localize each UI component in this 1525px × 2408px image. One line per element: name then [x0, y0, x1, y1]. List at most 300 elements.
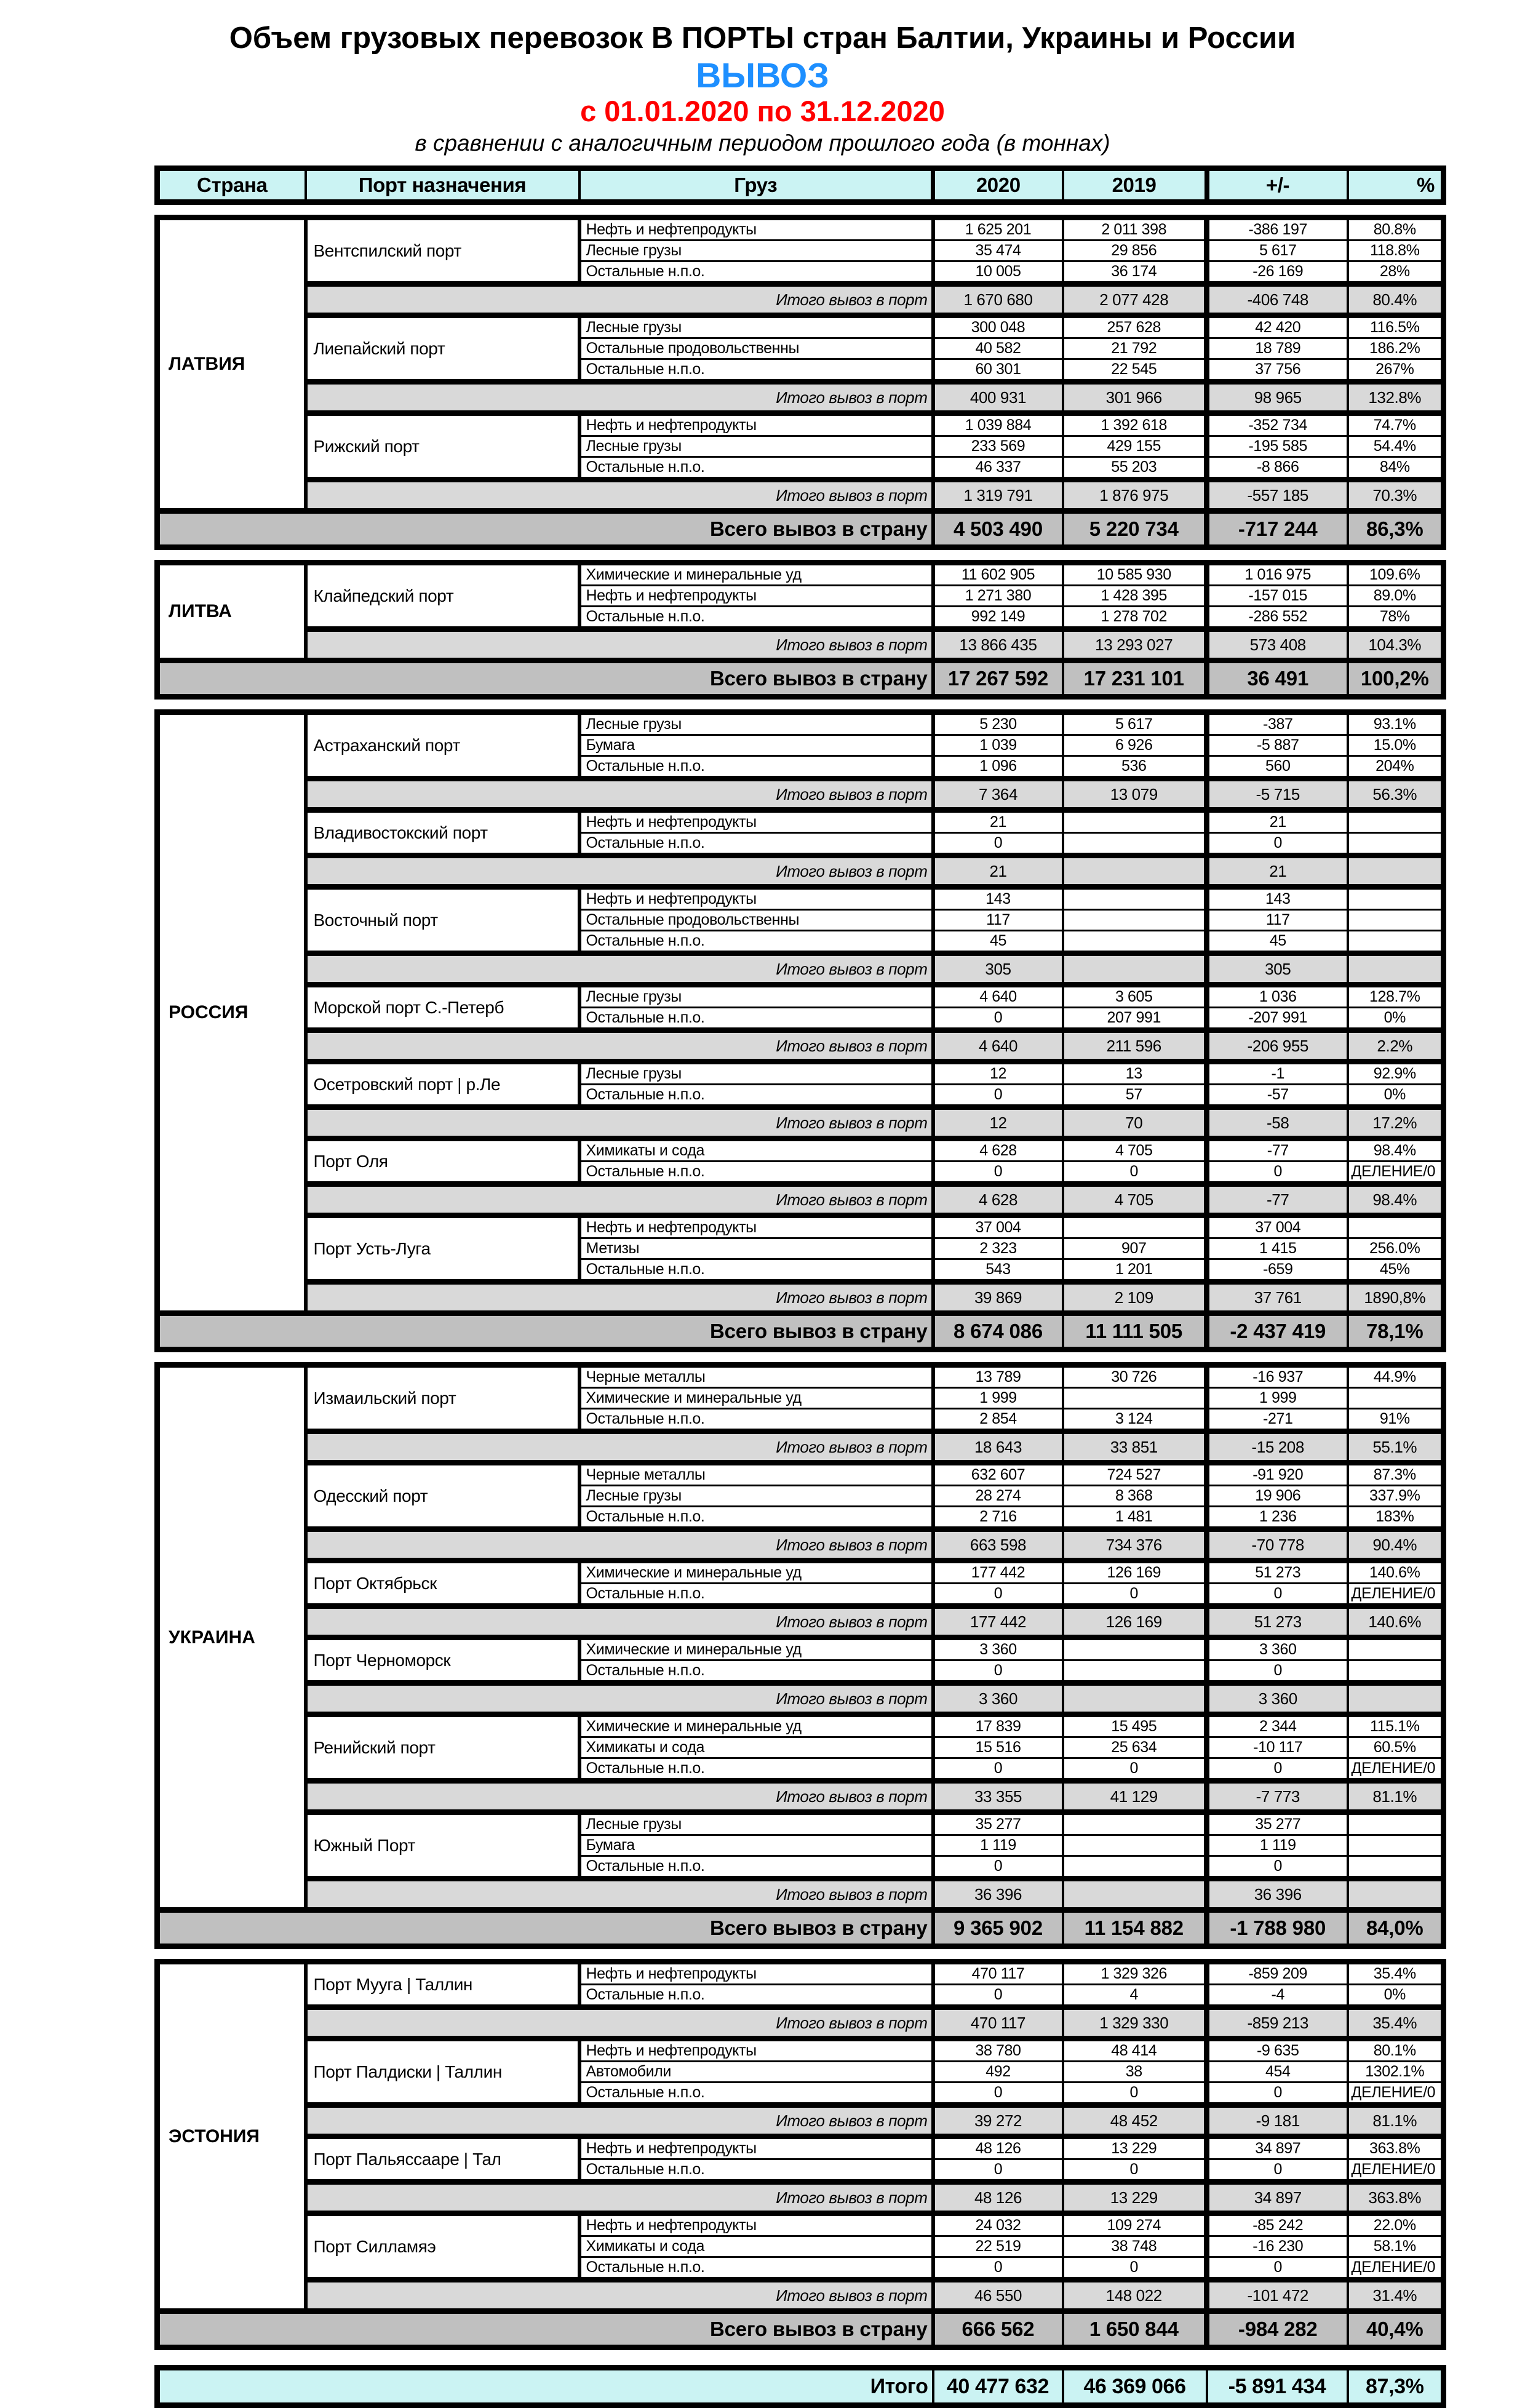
- cargo-value-pct: 80.1%: [1348, 2039, 1444, 2062]
- port-subtotal-row: [157, 1606, 1444, 1638]
- port-subtotal-label: Итого вывоз в порт: [306, 1282, 933, 1314]
- cargo-row: [157, 563, 1444, 586]
- cargo-value-pct: 256.0%: [1348, 1238, 1444, 1259]
- port-subtotal-pct: 363.8%: [1348, 2182, 1444, 2214]
- cargo-value-pct: 98.4%: [1348, 1139, 1444, 1162]
- cargo-value-y2020: 22 519: [933, 2236, 1063, 2257]
- port-subtotal-row: [157, 2182, 1444, 2214]
- port-subtotal-diff: -859 213: [1207, 2007, 1348, 2039]
- cargo-value-diff: 19 906: [1207, 1486, 1348, 1507]
- cargo-value-y2019: 1 428 395: [1063, 586, 1207, 607]
- cargo-value-pct: [1348, 887, 1444, 910]
- cargo-name-cell: Остальные н.п.о.: [579, 457, 933, 480]
- port-subtotal-y2019: 4 705: [1063, 1184, 1207, 1216]
- port-subtotal-label: Итого вывоз в порт: [306, 856, 933, 887]
- port-subtotal-row: [157, 779, 1444, 810]
- port-subtotal-label: Итого вывоз в порт: [306, 382, 933, 413]
- cargo-name-cell: Лесные грузы: [579, 241, 933, 261]
- cargo-name-cell: Химические и минеральные уд: [579, 563, 933, 586]
- cargo-value-y2019: [1063, 1812, 1207, 1835]
- country-total-y2019: 17 231 101: [1063, 661, 1207, 697]
- cargo-value-y2020: 1 625 201: [933, 218, 1063, 241]
- country-total-pct: 78,1%: [1348, 1314, 1444, 1350]
- cargo-name-cell: Химикаты и сода: [579, 1139, 933, 1162]
- port-subtotal-label: Итого вывоз в порт: [306, 1606, 933, 1638]
- port-subtotal-y2020: 470 117: [933, 2007, 1063, 2039]
- cargo-name-cell: Лесные грузы: [579, 436, 933, 457]
- cargo-value-diff: 5 617: [1207, 241, 1348, 261]
- port-subtotal-row: [157, 954, 1444, 985]
- cargo-name-cell: Остальные н.п.о.: [579, 2159, 933, 2182]
- cargo-value-y2020: 37 004: [933, 1216, 1063, 1238]
- cargo-value-y2020: 10 005: [933, 261, 1063, 284]
- cargo-name-cell: Остальные н.п.о.: [579, 607, 933, 629]
- cargo-value-diff: 1 016 975: [1207, 563, 1348, 586]
- cargo-value-y2019: 0: [1063, 1162, 1207, 1184]
- cargo-name-cell: Черные металлы: [579, 1463, 933, 1486]
- cargo-name-cell: Нефть и нефтепродукты: [579, 810, 933, 833]
- cargo-value-diff: -16 937: [1207, 1365, 1348, 1388]
- cargo-value-y2019: 207 991: [1063, 1008, 1207, 1031]
- cargo-value-diff: -16 230: [1207, 2236, 1348, 2257]
- cargo-value-y2019: 1 392 618: [1063, 413, 1207, 436]
- cargo-value-y2020: 0: [933, 2083, 1063, 2105]
- cargo-value-y2019: 0: [1063, 2257, 1207, 2280]
- cargo-value-pct: 109.6%: [1348, 563, 1444, 586]
- cargo-value-y2019: 429 155: [1063, 436, 1207, 457]
- cargo-name-cell: Остальные н.п.о.: [579, 1507, 933, 1529]
- cargo-value-y2020: 21: [933, 810, 1063, 833]
- cargo-value-diff: 560: [1207, 756, 1348, 779]
- port-subtotal-label: Итого вывоз в порт: [306, 1781, 933, 1812]
- port-subtotal-row: [157, 629, 1444, 661]
- country-total-row: [157, 511, 1444, 548]
- country-total-label: Всего вывоз в страну: [157, 1314, 933, 1350]
- country-total-y2020: 17 267 592: [933, 661, 1063, 697]
- cargo-name-cell: Остальные н.п.о.: [579, 1758, 933, 1781]
- country-total-y2020: 9 365 902: [933, 1910, 1063, 1947]
- report-comparison-note: в сравнении с аналогичным периодом прошлого года (в тоннах): [415, 130, 1110, 156]
- cargo-value-y2020: 1 119: [933, 1835, 1063, 1856]
- cargo-name-cell: Химические и минеральные уд: [579, 1715, 933, 1737]
- cargo-value-y2019: 38 748: [1063, 2236, 1207, 2257]
- cargo-name-cell: Остальные продовольственны: [579, 910, 933, 931]
- cargo-name-cell: Остальные н.п.о.: [579, 1259, 933, 1282]
- cargo-value-y2020: 0: [933, 1856, 1063, 1879]
- cargo-value-pct: 118.8%: [1348, 241, 1444, 261]
- cargo-value-diff: 143: [1207, 887, 1348, 910]
- cargo-value-pct: [1348, 931, 1444, 954]
- country-total-pct: 40,4%: [1348, 2311, 1444, 2348]
- cargo-value-diff: -207 991: [1207, 1008, 1348, 1031]
- col-header-2019: 2019: [1063, 169, 1207, 202]
- cargo-value-diff: 1 999: [1207, 1388, 1348, 1409]
- cargo-name-cell: Лесные грузы: [579, 1812, 933, 1835]
- port-subtotal-pct: 55.1%: [1348, 1432, 1444, 1463]
- cargo-value-diff: 1 236: [1207, 1507, 1348, 1529]
- cargo-name-cell: Остальные н.п.о.: [579, 1409, 933, 1432]
- port-name-cell: Одесский порт: [306, 1463, 579, 1529]
- port-subtotal-y2020: 177 442: [933, 1606, 1063, 1638]
- cargo-name-cell: Остальные н.п.о.: [579, 1856, 933, 1879]
- port-subtotal-y2020: 7 364: [933, 779, 1063, 810]
- col-header-cargo: Груз: [579, 169, 933, 202]
- cargo-row: [157, 2039, 1444, 2062]
- cargo-value-pct: 60.5%: [1348, 1737, 1444, 1758]
- port-subtotal-y2020: 21: [933, 856, 1063, 887]
- cargo-row: [157, 887, 1444, 910]
- cargo-value-y2020: 0: [933, 1162, 1063, 1184]
- country-cell: ЛАТВИЯ: [157, 218, 306, 511]
- port-subtotal-y2019: [1063, 1879, 1207, 1910]
- cargo-value-diff: 0: [1207, 1856, 1348, 1879]
- grand-total-2020: 40 477 632: [933, 2368, 1063, 2406]
- country-total-y2019: 11 154 882: [1063, 1910, 1207, 1947]
- port-name-cell: Рижский порт: [306, 413, 579, 480]
- cargo-value-y2020: 1 039: [933, 735, 1063, 756]
- port-name-cell: Лиепайский порт: [306, 316, 579, 382]
- port-subtotal-label: Итого вывоз в порт: [306, 1107, 933, 1139]
- port-subtotal-pct: [1348, 1683, 1444, 1715]
- cargo-name-cell: Остальные н.п.о.: [579, 833, 933, 856]
- cargo-value-diff: -195 585: [1207, 436, 1348, 457]
- port-subtotal-pct: 17.2%: [1348, 1107, 1444, 1139]
- cargo-value-pct: [1348, 1216, 1444, 1238]
- grand-total-row: [154, 2365, 1446, 2408]
- cargo-value-y2020: 0: [933, 1085, 1063, 1107]
- country-total-pct: 100,2%: [1348, 661, 1444, 697]
- port-subtotal-diff: -7 773: [1207, 1781, 1348, 1812]
- port-subtotal-y2020: 48 126: [933, 2182, 1063, 2214]
- cargo-value-diff: 51 273: [1207, 1561, 1348, 1584]
- port-subtotal-y2019: 33 851: [1063, 1432, 1207, 1463]
- cargo-value-diff: -352 734: [1207, 413, 1348, 436]
- port-subtotal-diff: -77: [1207, 1184, 1348, 1216]
- cargo-value-pct: 128.7%: [1348, 985, 1444, 1008]
- country-total-label: Всего вывоз в страну: [157, 1910, 933, 1947]
- cargo-value-diff: -57: [1207, 1085, 1348, 1107]
- cargo-value-y2019: [1063, 931, 1207, 954]
- port-subtotal-y2019: 2 109: [1063, 1282, 1207, 1314]
- port-subtotal-label: Итого вывоз в порт: [306, 2105, 933, 2137]
- cargo-row: [157, 1962, 1444, 1985]
- country-total-pct: 86,3%: [1348, 511, 1444, 548]
- cargo-value-y2019: 21 792: [1063, 338, 1207, 359]
- port-subtotal-row: [157, 2105, 1444, 2137]
- port-subtotal-label: Итого вывоз в порт: [306, 2182, 933, 2214]
- port-subtotal-diff: 98 965: [1207, 382, 1348, 413]
- port-subtotal-diff: -5 715: [1207, 779, 1348, 810]
- country-total-diff: 36 491: [1207, 661, 1348, 697]
- cargo-value-y2019: 48 414: [1063, 2039, 1207, 2062]
- cargo-value-y2019: 38: [1063, 2062, 1207, 2083]
- cargo-value-y2019: 4: [1063, 1985, 1207, 2007]
- cargo-value-y2019: 13 229: [1063, 2137, 1207, 2159]
- cargo-name-cell: Лесные грузы: [579, 1486, 933, 1507]
- cargo-value-y2020: 60 301: [933, 359, 1063, 382]
- cargo-value-pct: 92.9%: [1348, 1062, 1444, 1085]
- cargo-name-cell: Нефть и нефтепродукты: [579, 218, 933, 241]
- cargo-value-diff: 0: [1207, 1660, 1348, 1683]
- cargo-value-pct: [1348, 1835, 1444, 1856]
- grand-total-diff: -5 891 434: [1207, 2368, 1348, 2406]
- cargo-value-pct: 28%: [1348, 261, 1444, 284]
- port-subtotal-label: Итого вывоз в порт: [306, 1184, 933, 1216]
- grand-total-label: Итого: [157, 2368, 933, 2406]
- port-subtotal-row: [157, 382, 1444, 413]
- country-block-3: [154, 1362, 1446, 1949]
- port-subtotal-diff: -101 472: [1207, 2280, 1348, 2311]
- cargo-value-pct: 267%: [1348, 359, 1444, 382]
- cargo-row: [157, 1062, 1444, 1085]
- port-subtotal-pct: 2.2%: [1348, 1031, 1444, 1062]
- cargo-value-y2020: 992 149: [933, 607, 1063, 629]
- cargo-row: [157, 810, 1444, 833]
- port-subtotal-diff: 3 360: [1207, 1683, 1348, 1715]
- port-subtotal-label: Итого вывоз в порт: [306, 1529, 933, 1561]
- port-name-cell: Владивостокский порт: [306, 810, 579, 856]
- cargo-name-cell: Нефть и нефтепродукты: [579, 586, 933, 607]
- country-blocks: [154, 215, 1441, 2350]
- port-subtotal-y2020: 13 866 435: [933, 629, 1063, 661]
- cargo-value-diff: -91 920: [1207, 1463, 1348, 1486]
- country-cell: ЭСТОНИЯ: [157, 1962, 306, 2311]
- cargo-value-pct: ДЕЛЕНИЕ/0: [1348, 2159, 1444, 2182]
- port-subtotal-y2019: 13 079: [1063, 779, 1207, 810]
- cargo-value-diff: -387: [1207, 712, 1348, 735]
- cargo-value-diff: 1 415: [1207, 1238, 1348, 1259]
- port-subtotal-y2020: 1 319 791: [933, 480, 1063, 511]
- cargo-value-y2019: [1063, 833, 1207, 856]
- country-total-y2020: 8 674 086: [933, 1314, 1063, 1350]
- cargo-value-y2019: 1 278 702: [1063, 607, 1207, 629]
- cargo-value-y2019: 10 585 930: [1063, 563, 1207, 586]
- cargo-value-diff: 2 344: [1207, 1715, 1348, 1737]
- cargo-value-y2020: 143: [933, 887, 1063, 910]
- port-subtotal-diff: 36 396: [1207, 1879, 1348, 1910]
- country-total-y2019: 1 650 844: [1063, 2311, 1207, 2348]
- cargo-value-pct: [1348, 1812, 1444, 1835]
- cargo-value-y2019: 36 174: [1063, 261, 1207, 284]
- port-subtotal-pct: 132.8%: [1348, 382, 1444, 413]
- cargo-row: [157, 413, 1444, 436]
- cargo-row: [157, 316, 1444, 338]
- cargo-value-y2019: 55 203: [1063, 457, 1207, 480]
- cargo-value-y2019: 6 926: [1063, 735, 1207, 756]
- cargo-value-y2020: 0: [933, 1584, 1063, 1606]
- cargo-row: [157, 1139, 1444, 1162]
- cargo-value-pct: ДЕЛЕНИЕ/0: [1348, 2257, 1444, 2280]
- cargo-value-y2019: 0: [1063, 2159, 1207, 2182]
- cargo-value-y2020: 0: [933, 1758, 1063, 1781]
- port-subtotal-diff: 34 897: [1207, 2182, 1348, 2214]
- cargo-value-pct: 0%: [1348, 1985, 1444, 2007]
- cargo-value-y2020: 35 277: [933, 1812, 1063, 1835]
- port-subtotal-pct: 35.4%: [1348, 2007, 1444, 2039]
- port-subtotal-y2019: 734 376: [1063, 1529, 1207, 1561]
- cargo-value-y2020: 233 569: [933, 436, 1063, 457]
- port-name-cell: Измаильский порт: [306, 1365, 579, 1432]
- country-cell: ЛИТВА: [157, 563, 306, 661]
- country-block-2: [154, 709, 1446, 1352]
- country-total-y2020: 4 503 490: [933, 511, 1063, 548]
- country-total-label: Всего вывоз в страну: [157, 511, 933, 548]
- cargo-value-diff: 42 420: [1207, 316, 1348, 338]
- country-total-row: [157, 1314, 1444, 1350]
- cargo-value-y2020: 0: [933, 1985, 1063, 2007]
- country-total-y2019: 11 111 505: [1063, 1314, 1207, 1350]
- port-subtotal-y2019: 1 329 330: [1063, 2007, 1207, 2039]
- port-subtotal-y2020: 4 640: [933, 1031, 1063, 1062]
- port-subtotal-pct: 56.3%: [1348, 779, 1444, 810]
- cargo-value-diff: 45: [1207, 931, 1348, 954]
- cargo-value-y2020: 177 442: [933, 1561, 1063, 1584]
- cargo-value-pct: 204%: [1348, 756, 1444, 779]
- col-header-port: Порт назначения: [306, 169, 579, 202]
- cargo-row: [157, 1216, 1444, 1238]
- cargo-row: [157, 2214, 1444, 2236]
- col-header-diff: +/-: [1207, 169, 1348, 202]
- cargo-name-cell: Остальные н.п.о.: [579, 1008, 933, 1031]
- port-subtotal-row: [157, 1107, 1444, 1139]
- cargo-name-cell: Бумага: [579, 1835, 933, 1856]
- port-subtotal-y2019: [1063, 1683, 1207, 1715]
- port-subtotal-diff: 573 408: [1207, 629, 1348, 661]
- port-subtotal-y2019: 2 077 428: [1063, 284, 1207, 316]
- cargo-value-pct: 15.0%: [1348, 735, 1444, 756]
- cargo-name-cell: Остальные н.п.о.: [579, 359, 933, 382]
- port-subtotal-y2019: 211 596: [1063, 1031, 1207, 1062]
- port-subtotal-y2019: [1063, 856, 1207, 887]
- cargo-value-y2020: 3 360: [933, 1638, 1063, 1660]
- cargo-value-y2020: 13 789: [933, 1365, 1063, 1388]
- port-name-cell: Астраханский порт: [306, 712, 579, 779]
- cargo-value-y2020: 28 274: [933, 1486, 1063, 1507]
- cargo-value-y2020: 40 582: [933, 338, 1063, 359]
- cargo-value-y2019: [1063, 1638, 1207, 1660]
- cargo-value-pct: 91%: [1348, 1409, 1444, 1432]
- cargo-value-diff: 454: [1207, 2062, 1348, 2083]
- cargo-value-pct: 87.3%: [1348, 1463, 1444, 1486]
- cargo-value-pct: [1348, 1856, 1444, 1879]
- country-total-label: Всего вывоз в страну: [157, 661, 933, 697]
- cargo-value-y2019: 3 124: [1063, 1409, 1207, 1432]
- cargo-name-cell: Остальные н.п.о.: [579, 1985, 933, 2007]
- cargo-value-y2020: 35 474: [933, 241, 1063, 261]
- cargo-value-pct: 0%: [1348, 1008, 1444, 1031]
- cargo-row: [157, 218, 1444, 241]
- cargo-value-diff: 21: [1207, 810, 1348, 833]
- cargo-name-cell: Автомобили: [579, 2062, 933, 2083]
- cargo-name-cell: Остальные н.п.о.: [579, 931, 933, 954]
- cargo-value-diff: -157 015: [1207, 586, 1348, 607]
- cargo-value-y2019: 8 368: [1063, 1486, 1207, 1507]
- port-subtotal-pct: [1348, 856, 1444, 887]
- port-subtotal-diff: -557 185: [1207, 480, 1348, 511]
- cargo-value-diff: 0: [1207, 1584, 1348, 1606]
- cargo-value-y2019: 724 527: [1063, 1463, 1207, 1486]
- cargo-name-cell: Остальные продовольственны: [579, 338, 933, 359]
- cargo-value-y2019: [1063, 1216, 1207, 1238]
- cargo-value-y2020: 12: [933, 1062, 1063, 1085]
- port-subtotal-pct: 90.4%: [1348, 1529, 1444, 1561]
- cargo-value-diff: 18 789: [1207, 338, 1348, 359]
- cargo-value-diff: -286 552: [1207, 607, 1348, 629]
- cargo-name-cell: Нефть и нефтепродукты: [579, 887, 933, 910]
- cargo-name-cell: Остальные н.п.о.: [579, 2083, 933, 2105]
- cargo-value-pct: 44.9%: [1348, 1365, 1444, 1388]
- cargo-value-diff: 37 004: [1207, 1216, 1348, 1238]
- cargo-name-cell: Нефть и нефтепродукты: [579, 1962, 933, 1985]
- cargo-name-cell: Остальные н.п.о.: [579, 2257, 933, 2280]
- cargo-value-pct: ДЕЛЕНИЕ/0: [1348, 1584, 1444, 1606]
- cargo-value-diff: 1 119: [1207, 1835, 1348, 1856]
- port-subtotal-label: Итого вывоз в порт: [306, 1432, 933, 1463]
- cargo-value-diff: -386 197: [1207, 218, 1348, 241]
- cargo-value-y2019: 5 617: [1063, 712, 1207, 735]
- port-subtotal-row: [157, 1184, 1444, 1216]
- port-name-cell: Порт Силламяэ: [306, 2214, 579, 2280]
- cargo-value-y2019: 30 726: [1063, 1365, 1207, 1388]
- port-subtotal-label: Итого вывоз в порт: [306, 1031, 933, 1062]
- port-subtotal-y2019: 70: [1063, 1107, 1207, 1139]
- cargo-value-pct: 84%: [1348, 457, 1444, 480]
- cargo-value-y2019: 126 169: [1063, 1561, 1207, 1584]
- cargo-name-cell: Нефть и нефтепродукты: [579, 2039, 933, 2062]
- country-total-row: [157, 2311, 1444, 2348]
- cargo-value-y2019: [1063, 1388, 1207, 1409]
- port-subtotal-label: Итого вывоз в порт: [306, 629, 933, 661]
- cargo-value-y2020: 5 230: [933, 712, 1063, 735]
- port-subtotal-row: [157, 1683, 1444, 1715]
- port-name-cell: Порт Пальяссааре | Тал: [306, 2137, 579, 2182]
- cargo-value-pct: 1302.1%: [1348, 2062, 1444, 2083]
- cargo-value-pct: 140.6%: [1348, 1561, 1444, 1584]
- port-subtotal-diff: 37 761: [1207, 1282, 1348, 1314]
- port-subtotal-diff: -406 748: [1207, 284, 1348, 316]
- report-subtitle-direction: ВЫВОЗ: [696, 55, 829, 95]
- port-subtotal-y2019: 13 229: [1063, 2182, 1207, 2214]
- cargo-name-cell: Остальные н.п.о.: [579, 1085, 933, 1107]
- cargo-value-pct: ДЕЛЕНИЕ/0: [1348, 2083, 1444, 2105]
- cargo-value-y2020: 2 854: [933, 1409, 1063, 1432]
- cargo-row: [157, 1715, 1444, 1737]
- cargo-value-y2020: 38 780: [933, 2039, 1063, 2062]
- cargo-value-y2020: 543: [933, 1259, 1063, 1282]
- cargo-name-cell: Нефть и нефтепродукты: [579, 2214, 933, 2236]
- country-total-diff: -1 788 980: [1207, 1910, 1348, 1947]
- country-total-row: [157, 661, 1444, 697]
- country-block-1: [154, 560, 1446, 700]
- cargo-value-diff: 0: [1207, 1758, 1348, 1781]
- cargo-value-pct: 45%: [1348, 1259, 1444, 1282]
- cargo-row: [157, 2137, 1444, 2159]
- port-subtotal-row: [157, 856, 1444, 887]
- port-name-cell: Вентспилский порт: [306, 218, 579, 284]
- cargo-value-y2019: 1 201: [1063, 1259, 1207, 1282]
- cargo-value-pct: [1348, 1660, 1444, 1683]
- cargo-value-y2020: 1 039 884: [933, 413, 1063, 436]
- port-subtotal-y2020: 663 598: [933, 1529, 1063, 1561]
- cargo-value-diff: -85 242: [1207, 2214, 1348, 2236]
- cargo-value-diff: 0: [1207, 2083, 1348, 2105]
- port-subtotal-pct: 140.6%: [1348, 1606, 1444, 1638]
- cargo-name-cell: Остальные н.п.о.: [579, 1162, 933, 1184]
- cargo-name-cell: Химические и минеральные уд: [579, 1638, 933, 1660]
- port-subtotal-y2020: 18 643: [933, 1432, 1063, 1463]
- report-table-zone: [154, 165, 1441, 2408]
- cargo-value-y2020: 632 607: [933, 1463, 1063, 1486]
